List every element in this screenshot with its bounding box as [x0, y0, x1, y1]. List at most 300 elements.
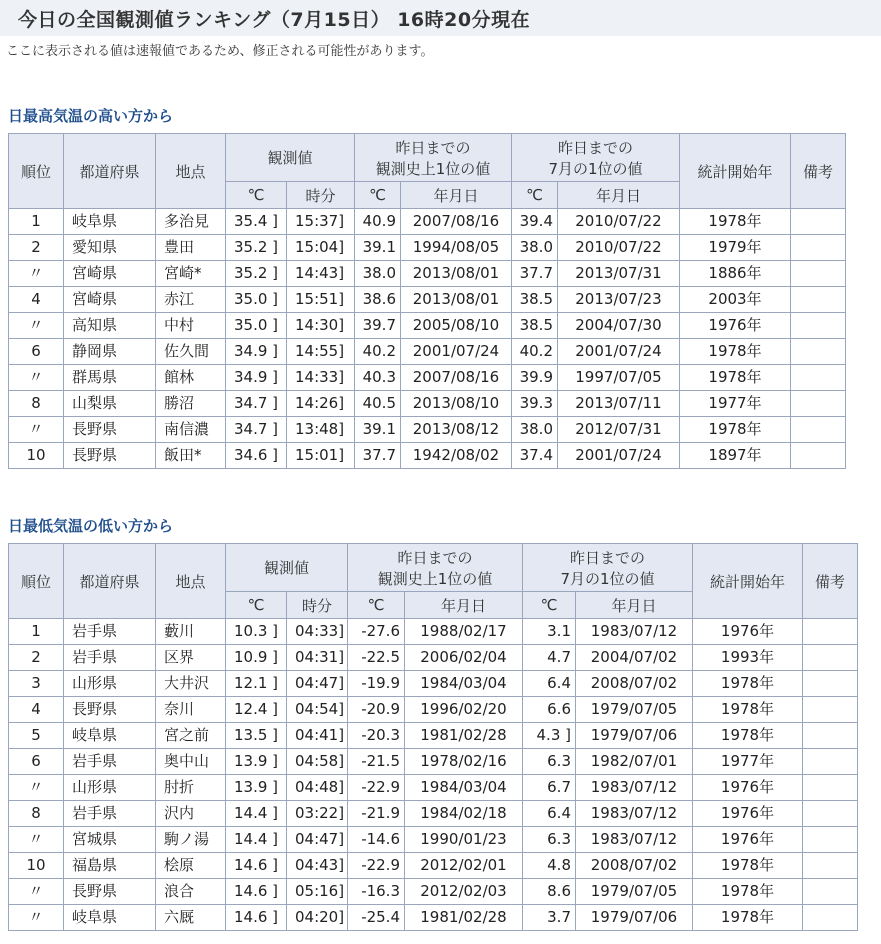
remarks-cell	[803, 827, 858, 853]
subcol-month-date: 年月日	[558, 182, 680, 209]
point-cell: 区界	[156, 645, 226, 671]
historical-value-cell: -22.9	[348, 853, 405, 879]
observed-value-cell: 14.4 ]	[226, 827, 287, 853]
subcol-obs-time: 時分	[287, 592, 348, 619]
rank-cell: 10	[9, 443, 64, 469]
prefecture-cell: 静岡県	[64, 339, 156, 365]
table-row	[9, 645, 858, 671]
observed-value-cell: 35.2 ]	[226, 261, 287, 287]
point-cell: 南信濃	[156, 417, 226, 443]
rank-cell: 8	[9, 801, 64, 827]
start-year-cell: 1978年	[680, 365, 791, 391]
remarks-cell	[791, 391, 846, 417]
remarks-cell	[803, 671, 858, 697]
historical-value-cell: -14.6	[348, 827, 405, 853]
point-cell: 飯田*	[156, 443, 226, 469]
col-start-year: 統計開始年	[693, 544, 803, 619]
prefecture-cell: 山形県	[64, 671, 156, 697]
month-value-cell: 38.5	[512, 313, 558, 339]
remarks-cell	[803, 697, 858, 723]
historical-date-cell: 2005/08/10	[401, 313, 512, 339]
start-year-cell: 1976年	[693, 801, 803, 827]
table-row	[9, 801, 858, 827]
col-historical-line2: 観測史上1位の値	[377, 569, 493, 588]
col-historical-line2: 観測史上1位の値	[375, 159, 491, 178]
historical-date-cell: 2007/08/16	[401, 365, 512, 391]
col-month-line2: 7月の1位の値	[560, 569, 655, 588]
prefecture-cell: 岩手県	[64, 749, 156, 775]
observed-value-cell: 14.6 ]	[226, 879, 287, 905]
prefecture-cell: 岐阜県	[64, 209, 156, 235]
start-year-cell: 1978年	[693, 853, 803, 879]
month-value-cell: 40.2	[512, 339, 558, 365]
observed-time-cell: 15:04]	[287, 235, 355, 261]
rank-cell: 8	[9, 391, 64, 417]
subcol-hist-deg: ℃	[355, 182, 401, 209]
observed-time-cell: 04:33]	[287, 619, 348, 645]
remarks-cell	[803, 801, 858, 827]
observed-value-cell: 10.3 ]	[226, 619, 287, 645]
page-header	[0, 0, 881, 36]
historical-date-cell: 2006/02/04	[405, 645, 523, 671]
historical-value-cell: -21.5	[348, 749, 405, 775]
historical-date-cell: 2001/07/24	[401, 339, 512, 365]
observed-value-cell: 34.7 ]	[226, 417, 287, 443]
start-year-cell: 1886年	[680, 261, 791, 287]
historical-date-cell: 1981/02/28	[405, 723, 523, 749]
col-start-year: 統計開始年	[680, 134, 791, 209]
start-year-cell: 1978年	[693, 671, 803, 697]
col-remarks: 備考	[803, 544, 858, 619]
observed-time-cell: 14:43]	[287, 261, 355, 287]
prefecture-cell: 宮城県	[64, 827, 156, 853]
month-date-cell: 2010/07/22	[558, 235, 680, 261]
col-month-line1: 昨日までの	[557, 138, 633, 157]
month-date-cell: 2004/07/02	[576, 645, 693, 671]
start-year-cell: 1978年	[680, 339, 791, 365]
observed-value-cell: 35.0 ]	[226, 287, 287, 313]
remarks-cell	[791, 287, 846, 313]
table-row	[9, 879, 858, 905]
historical-date-cell: 1984/03/04	[405, 775, 523, 801]
col-point: 地点	[156, 544, 226, 619]
remarks-cell	[803, 645, 858, 671]
historical-date-cell: 2013/08/01	[401, 287, 512, 313]
point-cell: 肘折	[156, 775, 226, 801]
observed-value-cell: 12.4 ]	[226, 697, 287, 723]
month-date-cell: 1983/07/12	[576, 619, 693, 645]
observed-time-cell: 15:51]	[287, 287, 355, 313]
observed-time-cell: 04:54]	[287, 697, 348, 723]
month-date-cell: 1983/07/12	[576, 801, 693, 827]
observed-time-cell: 04:41]	[287, 723, 348, 749]
month-value-cell: 6.4	[523, 801, 576, 827]
prefecture-cell: 岩手県	[64, 619, 156, 645]
low-temp-ranking-table	[8, 543, 858, 931]
start-year-cell: 1978年	[680, 209, 791, 235]
remarks-cell	[791, 417, 846, 443]
point-cell: 大井沢	[156, 671, 226, 697]
prefecture-cell: 福島県	[64, 853, 156, 879]
historical-date-cell: 1978/02/16	[405, 749, 523, 775]
start-year-cell: 1977年	[680, 391, 791, 417]
historical-value-cell: 39.1	[355, 235, 401, 261]
start-year-cell: 2003年	[680, 287, 791, 313]
start-year-cell: 1976年	[693, 827, 803, 853]
table-row	[9, 775, 858, 801]
observed-value-cell: 13.9 ]	[226, 749, 287, 775]
month-date-cell: 2008/07/02	[576, 853, 693, 879]
start-year-cell: 1977年	[693, 749, 803, 775]
rank-cell: 4	[9, 287, 64, 313]
observed-time-cell: 04:47]	[287, 827, 348, 853]
historical-date-cell: 2012/02/01	[405, 853, 523, 879]
point-cell: 佐久間	[156, 339, 226, 365]
prefecture-cell: 岩手県	[64, 801, 156, 827]
prefecture-cell: 愛知県	[64, 235, 156, 261]
observed-time-cell: 14:33]	[287, 365, 355, 391]
month-value-cell: 4.8	[523, 853, 576, 879]
rank-cell: 3	[9, 671, 64, 697]
observed-value-cell: 35.4 ]	[226, 209, 287, 235]
subcol-hist-date: 年月日	[405, 592, 523, 619]
rank-cell: 〃	[9, 905, 64, 931]
col-historical-record	[348, 544, 523, 592]
start-year-cell: 1979年	[680, 235, 791, 261]
col-remarks: 備考	[791, 134, 846, 209]
table-row	[9, 619, 858, 645]
observed-time-cell: 04:48]	[287, 775, 348, 801]
month-date-cell: 2013/07/11	[558, 391, 680, 417]
point-cell: 桧原	[156, 853, 226, 879]
start-year-cell: 1978年	[693, 879, 803, 905]
historical-value-cell: -22.9	[348, 775, 405, 801]
historical-value-cell: -20.9	[348, 697, 405, 723]
month-value-cell: 6.6	[523, 697, 576, 723]
point-cell: 館林	[156, 365, 226, 391]
month-date-cell: 2013/07/23	[558, 287, 680, 313]
observed-value-cell: 13.5 ]	[226, 723, 287, 749]
col-observed: 観測値	[226, 134, 355, 182]
historical-date-cell: 1984/02/18	[405, 801, 523, 827]
prefecture-cell: 岩手県	[64, 645, 156, 671]
col-prefecture: 都道府県	[64, 134, 156, 209]
table-row	[9, 287, 846, 313]
historical-date-cell: 1988/02/17	[405, 619, 523, 645]
month-value-cell: 38.0	[512, 235, 558, 261]
prefecture-cell: 岐阜県	[64, 723, 156, 749]
observed-time-cell: 04:43]	[287, 853, 348, 879]
month-date-cell: 1997/07/05	[558, 365, 680, 391]
historical-value-cell: -20.3	[348, 723, 405, 749]
rank-cell: 6	[9, 749, 64, 775]
historical-value-cell: 39.7	[355, 313, 401, 339]
remarks-cell	[791, 365, 846, 391]
historical-date-cell: 2012/02/03	[405, 879, 523, 905]
point-cell: 藪川	[156, 619, 226, 645]
rank-cell: 〃	[9, 827, 64, 853]
month-value-cell: 4.7	[523, 645, 576, 671]
observed-value-cell: 34.7 ]	[226, 391, 287, 417]
historical-value-cell: 37.7	[355, 443, 401, 469]
rank-cell: 10	[9, 853, 64, 879]
historical-value-cell: -19.9	[348, 671, 405, 697]
historical-date-cell: 2007/08/16	[401, 209, 512, 235]
rank-cell: 6	[9, 339, 64, 365]
rank-cell: 〃	[9, 879, 64, 905]
table-row	[9, 209, 846, 235]
col-historical-line1: 昨日までの	[395, 138, 471, 157]
table-row	[9, 853, 858, 879]
rank-cell: 〃	[9, 417, 64, 443]
historical-value-cell: -22.5	[348, 645, 405, 671]
point-cell: 宮之前	[156, 723, 226, 749]
point-cell: 宮崎*	[156, 261, 226, 287]
subcol-month-deg: ℃	[523, 592, 576, 619]
remarks-cell	[791, 313, 846, 339]
table-row	[9, 723, 858, 749]
start-year-cell: 1978年	[680, 417, 791, 443]
observed-time-cell: 15:37]	[287, 209, 355, 235]
rank-cell: 1	[9, 619, 64, 645]
rank-cell: 〃	[9, 365, 64, 391]
prefecture-cell: 岐阜県	[64, 905, 156, 931]
month-date-cell: 1983/07/12	[576, 775, 693, 801]
rank-cell: 2	[9, 235, 64, 261]
prefecture-cell: 長野県	[64, 697, 156, 723]
month-value-cell: 6.3	[523, 827, 576, 853]
month-value-cell: 3.1	[523, 619, 576, 645]
start-year-cell: 1976年	[693, 619, 803, 645]
page-title: 今日の全国観測値ランキング（7月15日） 16時20分現在	[18, 8, 531, 31]
month-value-cell: 4.3 ]	[523, 723, 576, 749]
table-row	[9, 905, 858, 931]
point-cell: 奈川	[156, 697, 226, 723]
remarks-cell	[791, 235, 846, 261]
rank-cell: 2	[9, 645, 64, 671]
col-observed: 観測値	[226, 544, 348, 592]
start-year-cell: 1976年	[693, 775, 803, 801]
start-year-cell: 1978年	[693, 697, 803, 723]
point-cell: 豊田	[156, 235, 226, 261]
observed-time-cell: 05:16]	[287, 879, 348, 905]
point-cell: 六厩	[156, 905, 226, 931]
historical-value-cell: -16.3	[348, 879, 405, 905]
historical-date-cell: 1981/02/28	[405, 905, 523, 931]
point-cell: 赤江	[156, 287, 226, 313]
historical-date-cell: 2013/08/10	[401, 391, 512, 417]
historical-date-cell: 2013/08/12	[401, 417, 512, 443]
observed-value-cell: 34.6 ]	[226, 443, 287, 469]
table-row	[9, 749, 858, 775]
observed-value-cell: 34.9 ]	[226, 365, 287, 391]
historical-value-cell: 38.6	[355, 287, 401, 313]
prefecture-cell: 長野県	[64, 417, 156, 443]
remarks-cell	[803, 905, 858, 931]
historical-value-cell: 40.2	[355, 339, 401, 365]
col-rank: 順位	[9, 134, 64, 209]
historical-value-cell: -21.9	[348, 801, 405, 827]
historical-value-cell: 40.3	[355, 365, 401, 391]
col-month-record	[523, 544, 693, 592]
remarks-cell	[803, 775, 858, 801]
rank-cell: 1	[9, 209, 64, 235]
historical-date-cell: 2013/08/01	[401, 261, 512, 287]
point-cell: 中村	[156, 313, 226, 339]
remarks-cell	[791, 209, 846, 235]
month-value-cell: 37.4	[512, 443, 558, 469]
month-date-cell: 1979/07/06	[576, 905, 693, 931]
start-year-cell: 1978年	[693, 905, 803, 931]
prefecture-cell: 高知県	[64, 313, 156, 339]
table-row	[9, 235, 846, 261]
remarks-cell	[803, 619, 858, 645]
observed-time-cell: 04:47]	[287, 671, 348, 697]
month-date-cell: 2001/07/24	[558, 339, 680, 365]
month-date-cell: 2008/07/02	[576, 671, 693, 697]
observed-time-cell: 14:55]	[287, 339, 355, 365]
rank-cell: 5	[9, 723, 64, 749]
subcol-obs-deg: ℃	[226, 592, 287, 619]
month-value-cell: 38.5	[512, 287, 558, 313]
prefecture-cell: 群馬県	[64, 365, 156, 391]
prefecture-cell: 山形県	[64, 775, 156, 801]
observed-time-cell: 04:58]	[287, 749, 348, 775]
observed-value-cell: 34.9 ]	[226, 339, 287, 365]
observed-value-cell: 35.2 ]	[226, 235, 287, 261]
subcol-month-deg: ℃	[512, 182, 558, 209]
col-point: 地点	[156, 134, 226, 209]
prefecture-cell: 山梨県	[64, 391, 156, 417]
point-cell: 多治見	[156, 209, 226, 235]
historical-date-cell: 1996/02/20	[405, 697, 523, 723]
observed-time-cell: 14:30]	[287, 313, 355, 339]
col-rank: 順位	[9, 544, 64, 619]
start-year-cell: 1897年	[680, 443, 791, 469]
historical-value-cell: -25.4	[348, 905, 405, 931]
prefecture-cell: 長野県	[64, 443, 156, 469]
low-temp-section-title: 日最低気温の低い方から	[8, 517, 174, 535]
month-value-cell: 39.9	[512, 365, 558, 391]
month-value-cell: 3.7	[523, 905, 576, 931]
observed-value-cell: 14.4 ]	[226, 801, 287, 827]
historical-value-cell: 38.0	[355, 261, 401, 287]
observed-time-cell: 04:20]	[287, 905, 348, 931]
historical-date-cell: 1990/01/23	[405, 827, 523, 853]
month-date-cell: 2012/07/31	[558, 417, 680, 443]
point-cell: 奥中山	[156, 749, 226, 775]
observed-value-cell: 12.1 ]	[226, 671, 287, 697]
month-date-cell: 2010/07/22	[558, 209, 680, 235]
remarks-cell	[803, 723, 858, 749]
historical-date-cell: 1984/03/04	[405, 671, 523, 697]
month-date-cell: 2004/07/30	[558, 313, 680, 339]
month-date-cell: 1982/07/01	[576, 749, 693, 775]
table-row	[9, 827, 858, 853]
preliminary-notice: ここに表示される値は速報値であるため、修正される可能性があります。	[6, 44, 434, 59]
month-value-cell: 38.0	[512, 417, 558, 443]
start-year-cell: 1993年	[693, 645, 803, 671]
prefecture-cell: 長野県	[64, 879, 156, 905]
table-row	[9, 391, 846, 417]
col-month-record	[512, 134, 680, 182]
col-historical-line1: 昨日までの	[397, 548, 473, 567]
observed-time-cell: 04:31]	[287, 645, 348, 671]
remarks-cell	[803, 853, 858, 879]
subcol-obs-deg: ℃	[226, 182, 287, 209]
table-row	[9, 443, 846, 469]
month-date-cell: 2013/07/31	[558, 261, 680, 287]
rank-cell: 4	[9, 697, 64, 723]
remarks-cell	[791, 339, 846, 365]
observed-time-cell: 03:22]	[287, 801, 348, 827]
month-date-cell: 1979/07/06	[576, 723, 693, 749]
high-temp-section-title: 日最高気温の高い方から	[8, 107, 174, 125]
prefecture-cell: 宮崎県	[64, 287, 156, 313]
point-cell: 沢内	[156, 801, 226, 827]
table-row	[9, 313, 846, 339]
month-date-cell: 2001/07/24	[558, 443, 680, 469]
point-cell: 駒ノ湯	[156, 827, 226, 853]
historical-value-cell: 39.1	[355, 417, 401, 443]
historical-date-cell: 1994/08/05	[401, 235, 512, 261]
rank-cell: 〃	[9, 775, 64, 801]
historical-value-cell: 40.9	[355, 209, 401, 235]
remarks-cell	[791, 443, 846, 469]
observed-value-cell: 14.6 ]	[226, 853, 287, 879]
col-prefecture: 都道府県	[64, 544, 156, 619]
subcol-month-date: 年月日	[576, 592, 693, 619]
observed-value-cell: 14.6 ]	[226, 905, 287, 931]
table-row	[9, 261, 846, 287]
high-temp-ranking-table	[8, 133, 846, 469]
historical-value-cell: 40.5	[355, 391, 401, 417]
historical-date-cell: 1942/08/02	[401, 443, 512, 469]
col-month-line1: 昨日までの	[569, 548, 645, 567]
observed-value-cell: 35.0 ]	[226, 313, 287, 339]
table-row	[9, 365, 846, 391]
point-cell: 浪合	[156, 879, 226, 905]
month-value-cell: 37.7	[512, 261, 558, 287]
table-row	[9, 671, 858, 697]
rank-cell: 〃	[9, 261, 64, 287]
month-value-cell: 6.3	[523, 749, 576, 775]
month-date-cell: 1979/07/05	[576, 697, 693, 723]
subcol-obs-time: 時分	[287, 182, 355, 209]
month-value-cell: 39.3	[512, 391, 558, 417]
table-row	[9, 417, 846, 443]
col-month-line2: 7月の1位の値	[548, 159, 643, 178]
observed-time-cell: 13:48]	[287, 417, 355, 443]
observed-time-cell: 14:26]	[287, 391, 355, 417]
start-year-cell: 1978年	[693, 723, 803, 749]
point-cell: 勝沼	[156, 391, 226, 417]
start-year-cell: 1976年	[680, 313, 791, 339]
remarks-cell	[803, 749, 858, 775]
subcol-hist-date: 年月日	[401, 182, 512, 209]
observed-time-cell: 15:01]	[287, 443, 355, 469]
table-row	[9, 339, 846, 365]
month-value-cell: 6.7	[523, 775, 576, 801]
historical-value-cell: -27.6	[348, 619, 405, 645]
rank-cell: 〃	[9, 313, 64, 339]
month-value-cell: 8.6	[523, 879, 576, 905]
observed-value-cell: 10.9 ]	[226, 645, 287, 671]
col-historical-record	[355, 134, 512, 182]
remarks-cell	[803, 879, 858, 905]
remarks-cell	[791, 261, 846, 287]
subcol-hist-deg: ℃	[348, 592, 405, 619]
